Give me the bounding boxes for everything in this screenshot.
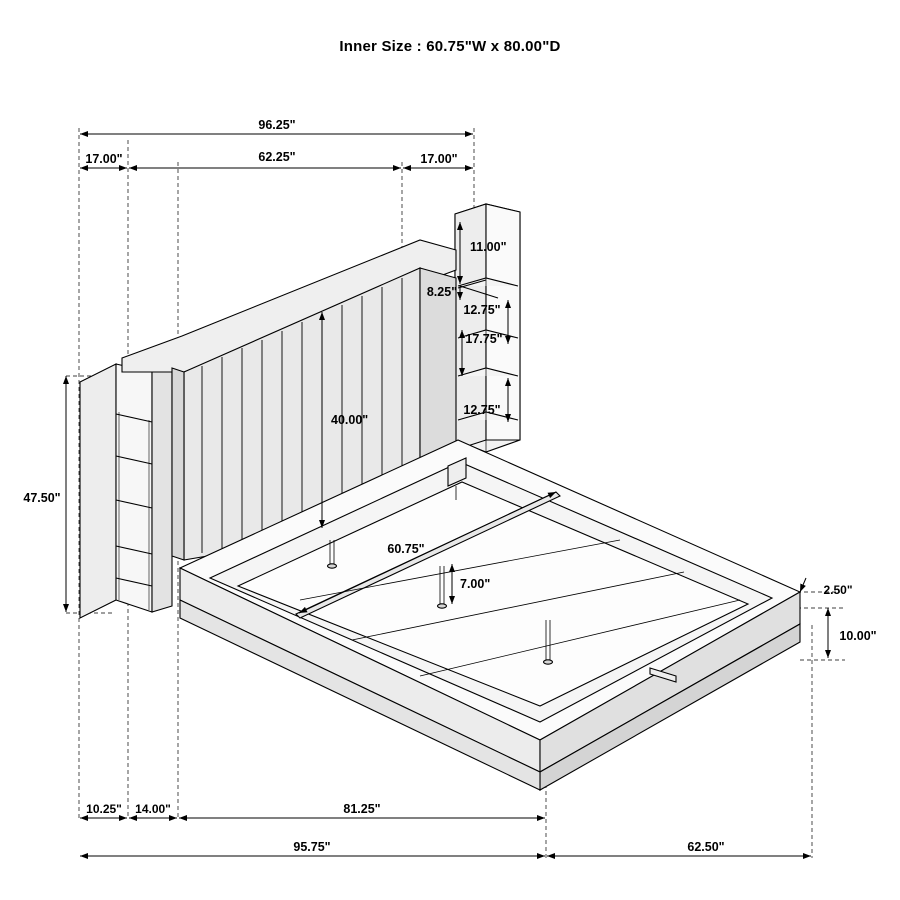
label-overall-length: 95.75" <box>293 840 331 854</box>
label-left-panel-depth: 10.25" <box>86 802 122 816</box>
label-headboard-height: 40.00" <box>331 413 369 427</box>
label-total-height: 47.50" <box>23 491 61 505</box>
label-rail-inner-width: 60.75" <box>387 542 425 556</box>
label-left-foot-offset: 14.00" <box>135 802 171 816</box>
label-rail-thickness: 2.50" <box>823 583 853 597</box>
left-shelf-panel <box>80 364 172 618</box>
label-left-panel-width-top: 17.00" <box>85 152 123 166</box>
label-headboard-width-top: 62.25" <box>258 150 296 164</box>
dim-rail-thickness <box>800 578 806 592</box>
page-title: Inner Size : 60.75"W x 80.00"D <box>339 38 561 55</box>
label-shelf-opening-1: 11.00" <box>470 240 507 254</box>
label-right-panel-width-top: 17.00" <box>420 152 458 166</box>
label-shelf-group: 17.75" <box>465 332 503 346</box>
label-shelf-opening-3: 12.75" <box>463 303 501 317</box>
label-bed-depth-right: 62.50" <box>687 840 725 854</box>
label-slat-clearance: 7.00" <box>460 577 491 591</box>
label-overall-width-top: 96.25" <box>258 118 296 132</box>
label-bed-length: 81.25" <box>343 802 381 816</box>
label-shelf-opening-2: 8.25" <box>426 285 458 299</box>
label-platform-height: 10.00" <box>839 629 877 643</box>
label-shelf-opening-4: 12.75" <box>463 403 501 417</box>
